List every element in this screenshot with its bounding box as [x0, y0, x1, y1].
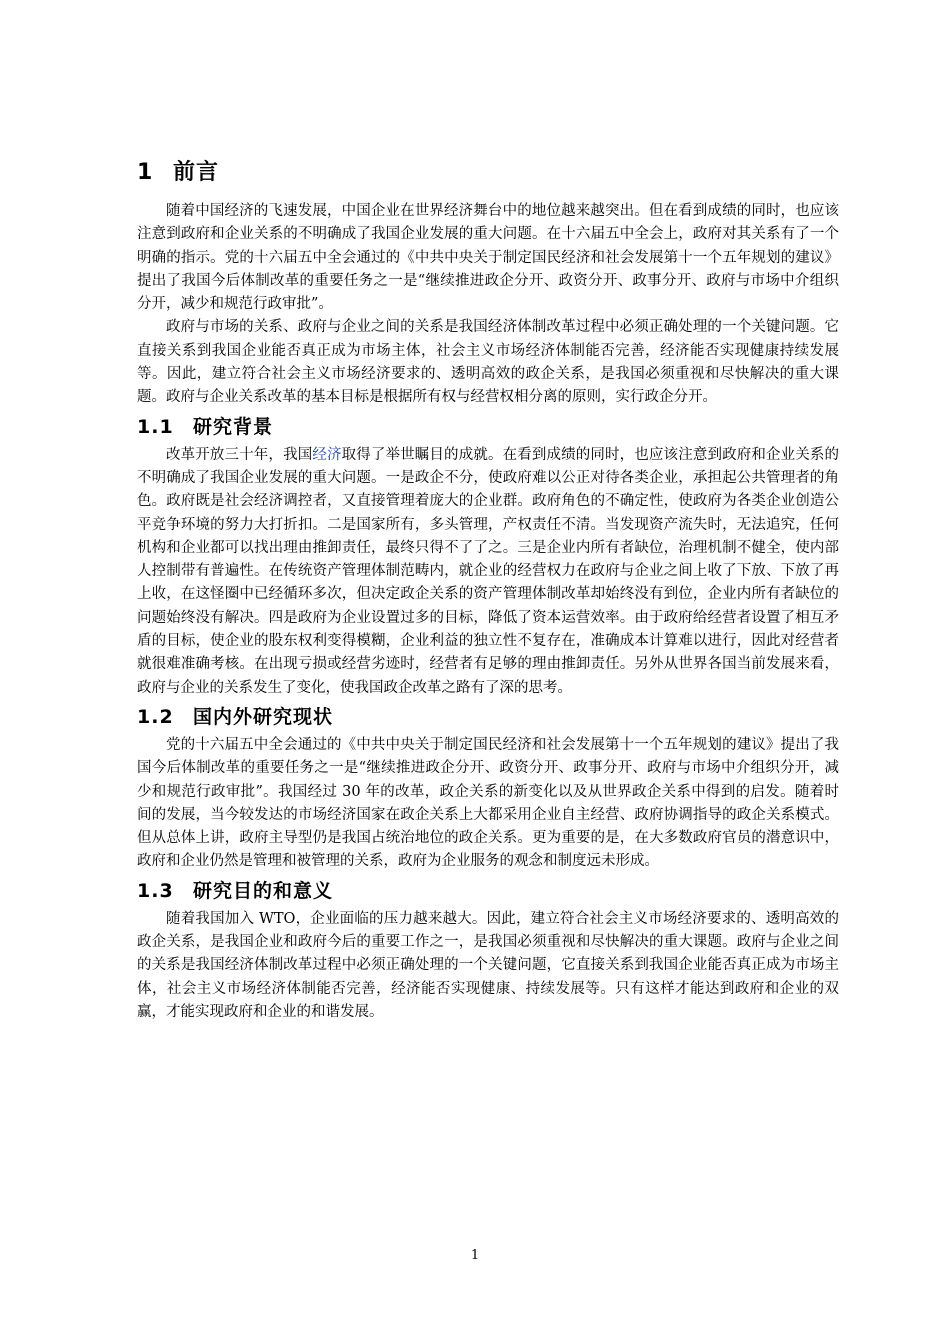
section-heading-1-1: [137, 412, 839, 439]
document-body: [137, 155, 839, 1024]
paragraph: 党的十六届五中全会通过的《中共中央关于制定国民经济和社会发展第十一个五年规划的建议》提出了我国今后体制改革的重要任务之一是“继续推进政企分开、政资分开、政事分开、政府与市场中介组织分开，减少和规范行政审批”。我国经过 30 年的改革，政企关系的新变化以及从世界政企关系中得到的启发。随着时间的发展，当今较发达的市场经济国家在政企关系上大都采用企业自主经营、政府协调指导的政企关系模式。但从总体上讲，政府主导型仍是我国占统治地位的政企关系。更为重要的是，在大多数政府官员的潜意识中，政府和企业仍然是管理和被管理的关系，政府为企业服务的观念和制度远未形成。: [137, 736, 839, 870]
paragraph-text: 取得了举世瞩目的成就。在看到成绩的同时，也应该注意到政府和企业关系的不明确成了我国企业发展的重大问题。一是政企不分，使政府难以公正对待各类企业，承担起公共管理者的角色。政府既是社会经济调控者，又直接管理着庞大的企业群。政府角色的不确定性，使政府为各类企业创造公平竞争环境的努力大打折扣。二是国家所有，多头管理，产权责任不清。当发现资产流失时，无法追究，任何机构和企业都可以找出理由推卸责任，最终只得不了了之。三是企业内所有者缺位，治理机制不健全，使内部人控制带有普遍性。在传统资产管理体制范畴内，就企业的经营权力在政府与企业之间上收了下放、下放了再上收，在这怪圈中已经循环多次，但决定政企关系的资产管理体制改革却始终没有到位，企业内所有者缺位的问题始终没有解决。四是政府为企业设置过多的目标，降低了资本运营效率。由于政府给经营者设置了相互矛盾的目标，使企业的股东权利变得模糊，企业利益的独立性不复存在，准确成本计算难以进行，因此对经营者就很难准确考核。在出现亏损或经营劣迹时，经营者有足够的理由推卸责任。另外从世界各国当前发展来看，政府与企业的关系发生了变化，使我国政企改革之路有了深的思考。: [137, 446, 840, 696]
paragraph: 政府与市场的关系、政府与企业之间的关系是我国经济体制改革过程中必须正确处理的一个关键问题。它直接关系到我国企业能否真正成为市场主体，社会主义市场经济体制能否完善，经济能否实现健康持续发展等。因此，建立符合社会主义市场经济要求的、透明高效的政企关系，是我国必须重视和尽快解决的重大课题。政府与企业关系改革的基本目标是根据所有权与经营权相分离的原则，实行政企分开。: [137, 319, 839, 406]
section-number: 1.1: [137, 415, 174, 438]
economy-link[interactable]: 经济: [312, 446, 342, 463]
section-heading-1-3: [137, 876, 839, 903]
section-number: 1.2: [137, 705, 174, 728]
paragraph: [137, 444, 839, 700]
page-number: 1: [470, 1248, 480, 1263]
section-heading-1: [137, 155, 839, 186]
section-number: 1.3: [137, 879, 174, 902]
section-number: 1: [137, 160, 154, 185]
paragraph: 随着中国经济的飞速发展，中国企业在世界经济舞台中的地位越来越突出。但在看到成绩的同时，也应该注意到政府和企业关系的不明确成了我国企业发展的重大问题。在十六届五中全会上，政府对其关系有了一个明确的指示。党的十六届五中全会通过的《中共中央关于制定国民经济和社会发展第十一个五年规划的建议》提出了我国今后体制改革的重要任务之一是“继续推进政企分开、政资分开、政事分开、政府与市场中介组织分开，减少和规范行政审批”。: [137, 203, 839, 313]
section-title: 前言: [173, 160, 220, 185]
section-title: 研究目的和意义: [193, 879, 334, 902]
section-title: 国内外研究现状: [193, 705, 334, 728]
paragraph: 随着我国加入 WTO，企业面临的压力越来越大。因此，建立符合社会主义市场经济要求的、透明高效的政企关系，是我国企业和政府今后的重要工作之一，是我国必须重视和尽快解决的重大课题。政府与企业之间的关系是我国经济体制改革过程中必须正确处理的一个关键问题，它直接关系到我国企业能否真正成为市场主体，社会主义市场经济体制能否完善，经济能否实现健康、持续发展等。只有这样才能达到政府和企业的双赢，才能实现政府和企业的和谐发展。: [137, 910, 839, 1020]
paragraph-text: 改革开放三十年，我国: [166, 446, 313, 463]
section-heading-1-2: [137, 702, 839, 729]
section-title: 研究背景: [193, 415, 274, 438]
